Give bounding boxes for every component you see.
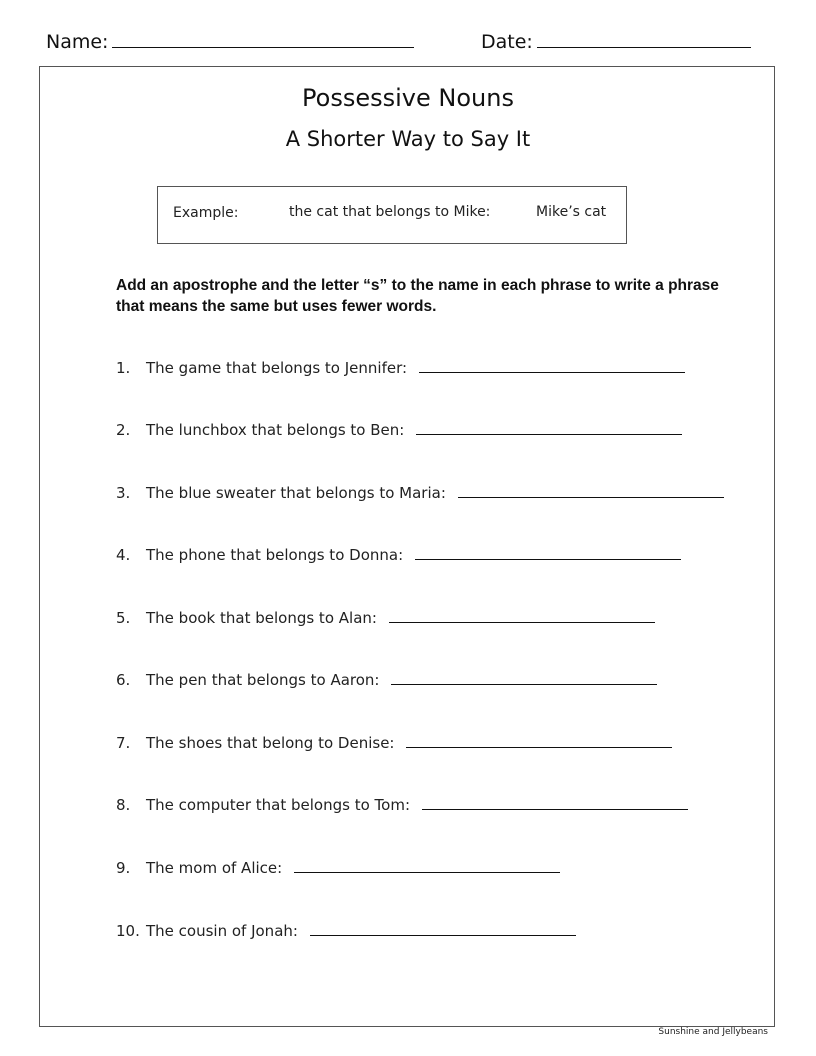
question-item bbox=[116, 483, 724, 502]
question-number: 1. bbox=[116, 359, 131, 377]
question-prompt: The game that belongs to Jennifer: bbox=[146, 359, 408, 377]
question-number: 3. bbox=[116, 484, 131, 502]
answer-line[interactable] bbox=[416, 420, 682, 435]
answer-line[interactable] bbox=[391, 670, 657, 685]
question-number: 10. bbox=[116, 922, 140, 940]
question-item bbox=[116, 670, 657, 689]
example-answer: Mike’s cat bbox=[536, 204, 607, 220]
answer-line[interactable] bbox=[422, 795, 688, 810]
question-number: 2. bbox=[116, 421, 131, 439]
question-prompt: The cousin of Jonah: bbox=[146, 922, 298, 940]
name-label: Name: bbox=[46, 31, 109, 53]
question-prompt: The lunchbox that belongs to Ben: bbox=[146, 421, 405, 439]
question-item bbox=[116, 545, 681, 564]
question-prompt: The blue sweater that belongs to Maria: bbox=[146, 484, 446, 502]
question-item bbox=[116, 733, 672, 752]
question-item bbox=[116, 921, 576, 940]
answer-line[interactable] bbox=[310, 921, 576, 936]
question-item bbox=[116, 795, 688, 814]
answer-line[interactable] bbox=[406, 733, 672, 748]
question-number: 7. bbox=[116, 734, 131, 752]
question-prompt: The shoes that belong to Denise: bbox=[146, 734, 395, 752]
date-blank[interactable] bbox=[537, 30, 751, 48]
credit-text: Sunshine and Jellybeans bbox=[658, 1027, 768, 1037]
question-item bbox=[116, 420, 682, 439]
example-label: Example: bbox=[173, 205, 239, 221]
question-number: 8. bbox=[116, 796, 131, 814]
question-prompt: The mom of Alice: bbox=[146, 859, 283, 877]
instructions: Add an apostrophe and the letter “s” to the name in each phrase to write a phrase that means the same but uses fewer words. bbox=[116, 277, 719, 315]
date-field bbox=[481, 30, 751, 53]
question-item bbox=[116, 858, 560, 877]
question-item bbox=[116, 358, 685, 377]
worksheet-subtitle: A Shorter Way to Say It bbox=[285, 127, 531, 151]
name-blank[interactable] bbox=[112, 30, 414, 48]
question-prompt: The book that belongs to Alan: bbox=[146, 609, 377, 627]
question-prompt: The pen that belongs to Aaron: bbox=[146, 671, 380, 689]
question-number: 9. bbox=[116, 859, 131, 877]
answer-line[interactable] bbox=[419, 358, 685, 373]
worksheet-title: Possessive Nouns bbox=[302, 84, 514, 112]
question-prompt: The computer that belongs to Tom: bbox=[146, 796, 410, 814]
answer-line[interactable] bbox=[415, 545, 681, 560]
question-prompt: The phone that belongs to Donna: bbox=[146, 546, 404, 564]
date-label: Date: bbox=[481, 31, 533, 53]
question-item bbox=[116, 608, 655, 627]
question-number: 5. bbox=[116, 609, 131, 627]
question-number: 4. bbox=[116, 546, 131, 564]
answer-line[interactable] bbox=[389, 608, 655, 623]
name-field bbox=[46, 30, 414, 53]
question-number: 6. bbox=[116, 671, 131, 689]
answer-line[interactable] bbox=[458, 483, 724, 498]
example-phrase: the cat that belongs to Mike: bbox=[289, 204, 491, 220]
answer-line[interactable] bbox=[294, 858, 560, 873]
